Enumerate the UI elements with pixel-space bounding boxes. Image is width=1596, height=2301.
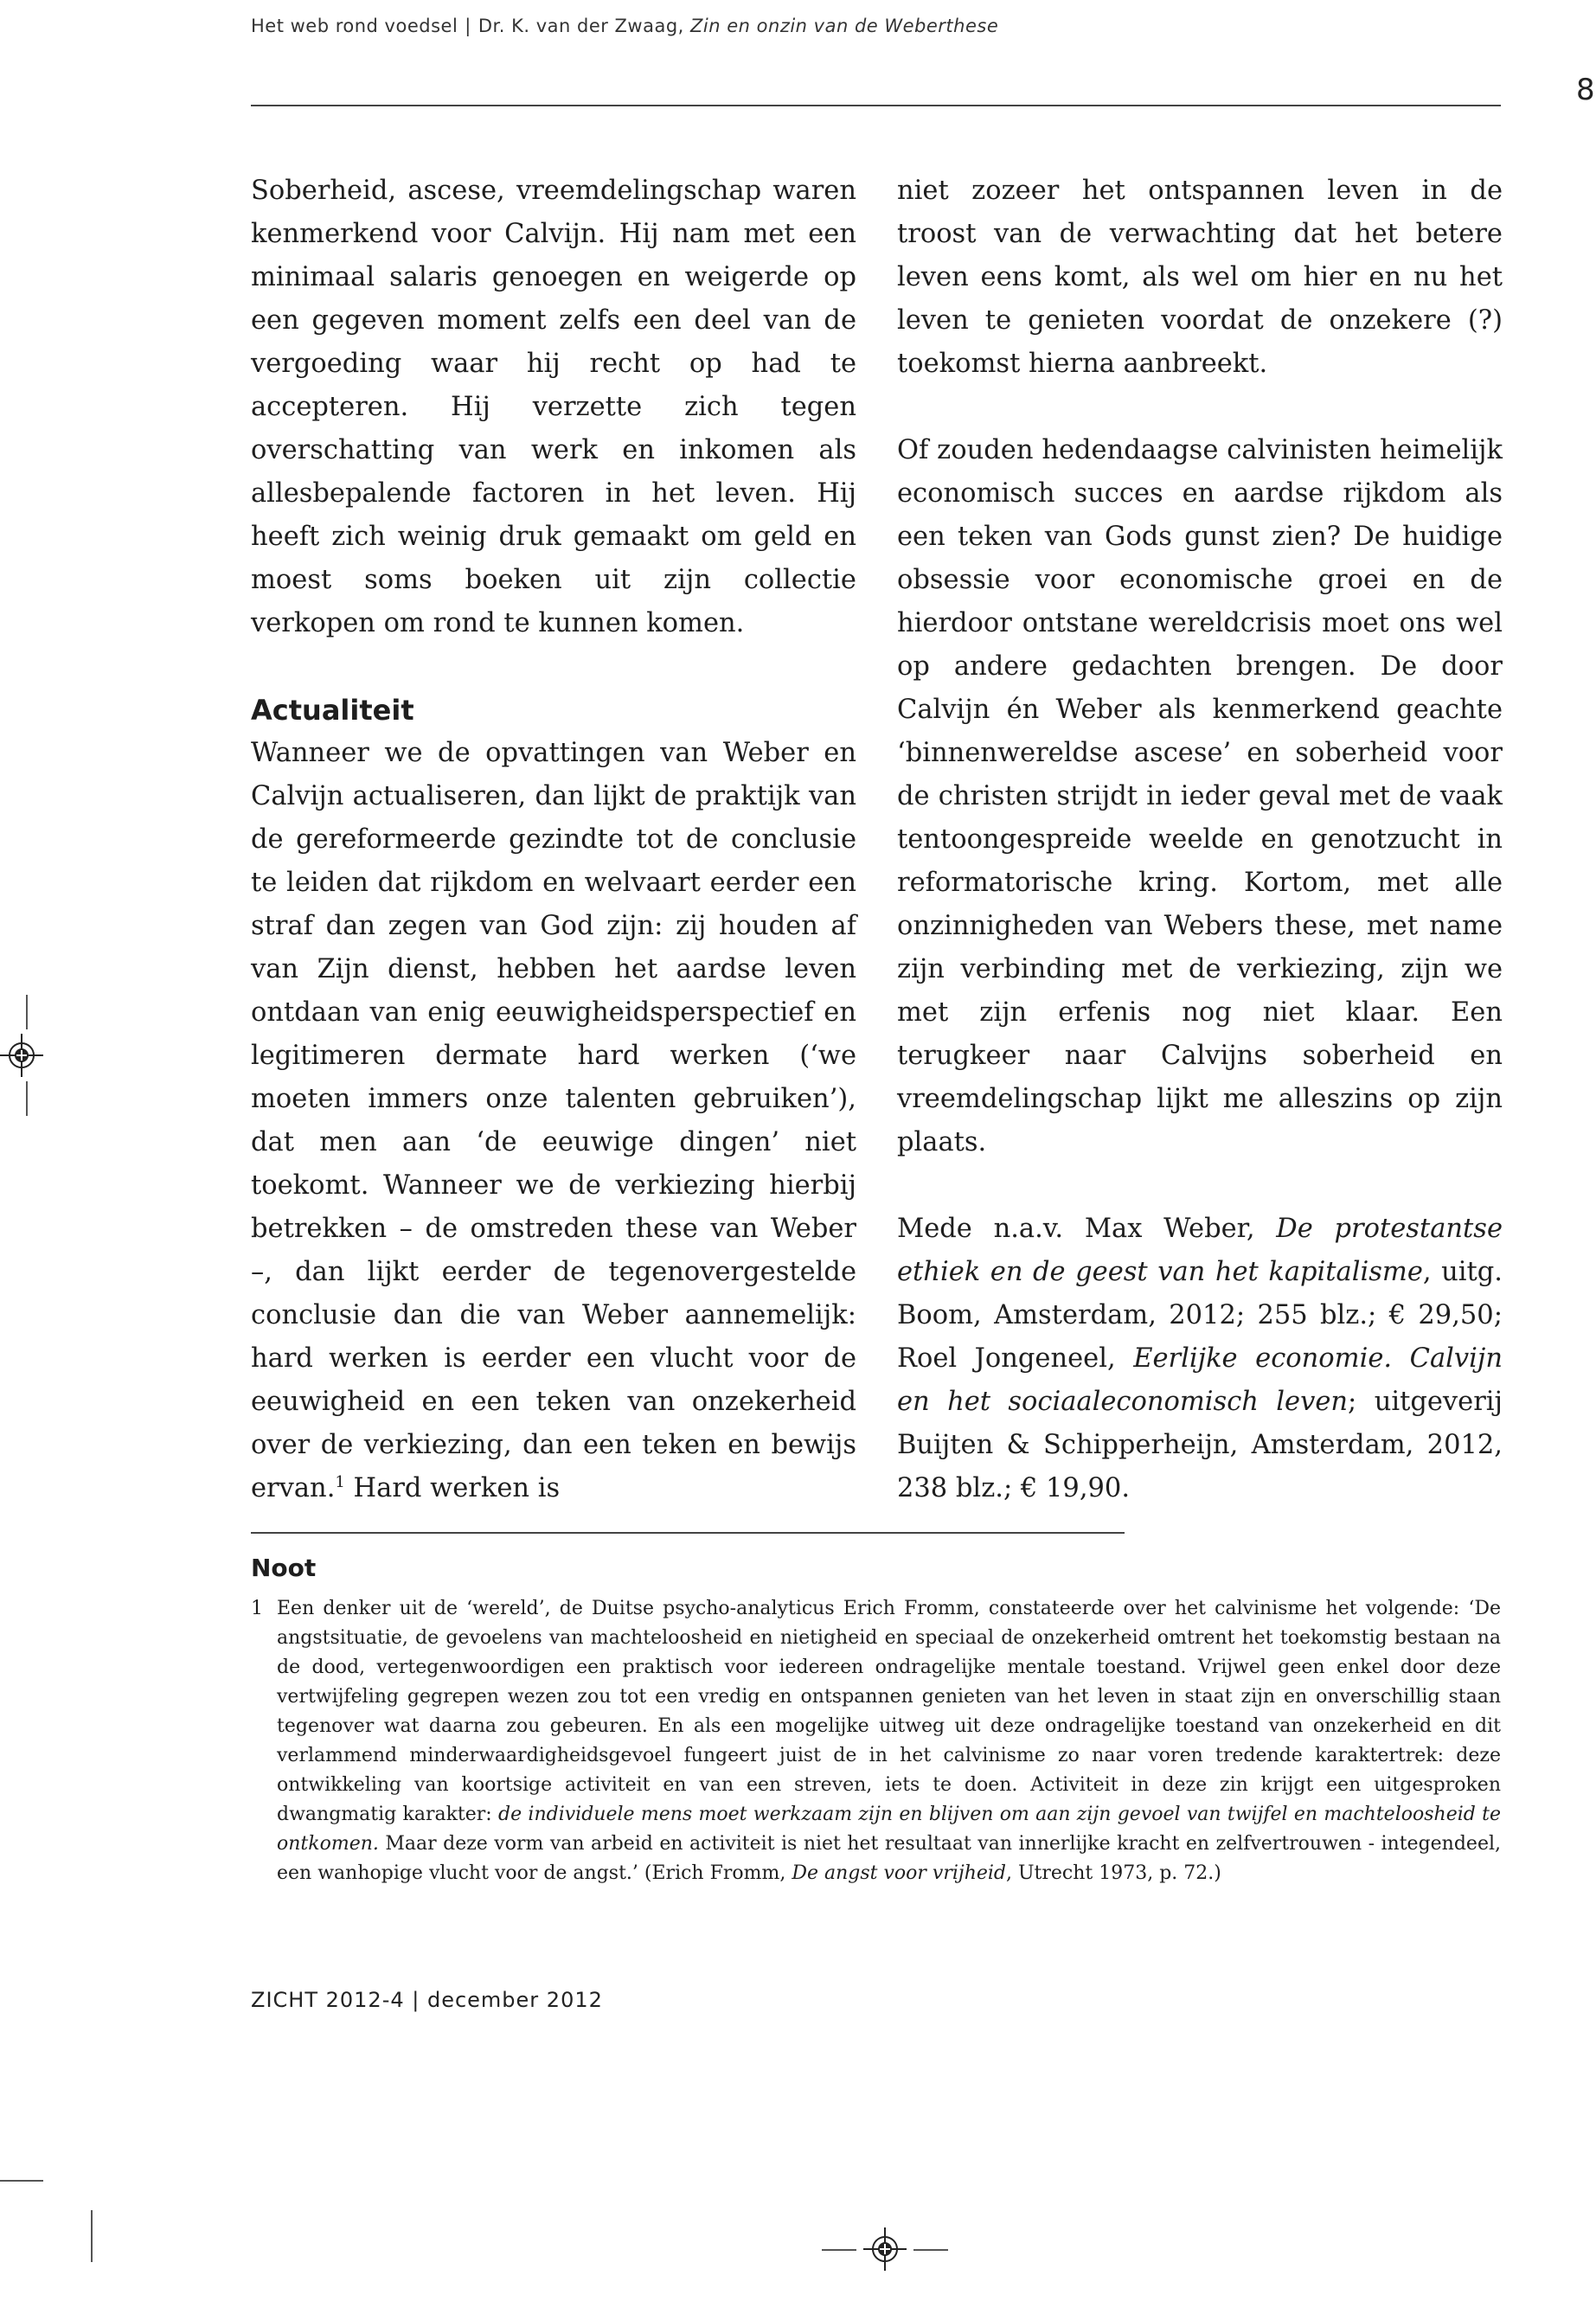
crop-mark bbox=[26, 995, 28, 1029]
footnote-text: Maar deze vorm van arbeid en activiteit is niet het resultaat van innerlijke kracht en zelfvertrouwen - integendeel, een wanhopige vlucht voor de angst.’ (Erich Fromm, bbox=[277, 1833, 1501, 1884]
header-article-title: Zin en onzin van de Weberthese bbox=[690, 16, 999, 36]
crop-mark bbox=[913, 2249, 948, 2251]
reference-text: Mede n.a.v. Max Weber, bbox=[897, 1214, 1277, 1244]
page-number: 8 bbox=[1576, 73, 1595, 107]
paragraph-gap bbox=[251, 645, 856, 689]
header-separator: | bbox=[465, 16, 471, 36]
footnote-text: Een denker uit de ‘wereld’, de Duitse psycho-analyticus Erich Fromm, constateerde over het calvinisme het volgende: ‘De angstsituatie, de gevoelens van machteloosheid en nietigheid en speciaal de onzekerheid omtrent het toekomstig bestaan na de dood, vertegenwoordigen een praktisch voor iedereen ondragelijke mentale toestand. Vrijwel geen enkel door deze vertwijfeling gegrepen wezen zou tot een vredig en ontspannen genieten van het leven in staat zijn en onverschillig staan tegenover wat daarna zou gebeuren. En als een mogelijke uitweg uit deze ondragelijke toestand van onzekerheid en dit verlammend minderwaardigheidsgevoel fungeert juist de in het calvinisme zo naar voren tredende karaktertrek: deze ontwikkeling van koortsige activiteit en van een streven, iets te doen. Activiteit in deze zin krijgt een uitgesproken dwangmatig karakter: bbox=[277, 1598, 1501, 1825]
paragraph-text: Wanneer we de opvattingen van Weber en Calvijn actualiseren, dan lijkt de praktijk van de gereformeerde gezindte tot de conclusie te leiden dat rijkdom en welvaart eerder een straf dan zegen van God zijn: zij houden af van Zijn dienst, hebben het aardse leven ontdaan van enig eeuwigheidsperspectief en legitimeren dermate hard werken (‘we moeten immers onze talenten gebruiken’), dat men aan ‘de eeuwige dingen’ niet toekomt. Wanneer we de verkiezing hierbij betrekken – de omstreden these van Weber –, dan lijkt eerder de tegenovergestelde conclusie dan die van Weber aannemelijk: hard werken is eerder een vlucht voor de eeuwigheid en een teken van onzekerheid over de verkiezing, dan een teken en bewijs ervan. bbox=[251, 738, 856, 1503]
crop-mark bbox=[822, 2249, 856, 2251]
footnote bbox=[251, 1594, 1501, 1888]
paragraph: niet zozeer het ontspannen leven in de troost van de verwachting dat het betere leven eens komt, als wel om hier en nu het leven te genieten voordat de onzekere (?) toekomst hierna aanbreekt. bbox=[897, 176, 1503, 379]
notes-rule bbox=[251, 1532, 1125, 1534]
footnote-quote-italic: de individuele mens moet werkzaam zijn en blijven om aan zijn gevoel van twijfel en machteloosheid te ontkomen. bbox=[277, 1804, 1501, 1855]
right-column bbox=[897, 170, 1503, 1510]
crop-mark bbox=[0, 2180, 43, 2182]
journal-name: Het web rond voedsel bbox=[251, 16, 458, 36]
footnote-number: 1 bbox=[251, 1598, 263, 1619]
paragraph-text-tail: Hard werken is bbox=[353, 1473, 561, 1503]
crop-mark bbox=[26, 1081, 28, 1116]
paragraph bbox=[251, 732, 856, 1510]
footnote-reference[interactable]: 1 bbox=[335, 1472, 345, 1491]
reference-text: ; uitgeverij Buijten & Schipperheijn, Amsterdam, 2012, 238 blz.; € 19,90. bbox=[897, 1387, 1503, 1503]
paragraph: Of zouden hedendaagse calvinisten heimelijk economisch succes en aardse rijkdom als een teken van Gods gunst zien? De huidige obsessie voor economische groei en de hierdoor ontstane wereldcrisis moet ons wel op andere gedachten brengen. De door Calvijn én Weber als kenmerkend geachte ‘binnenwereldse ascese’ en soberheid voor de christen strijdt in ieder geval met de vaak tentoongespreide weelde en genotzucht in reformatorische kring. Kortom, met alle onzinnigheden van Webers these, met name zijn verbinding met de verkiezing, zijn we met zijn erfenis nog niet klaar. Een terugkeer naar Calvijns soberheid en vreemdelingschap lijkt me alleszins op zijn plaats. bbox=[897, 435, 1503, 1157]
reference-text: , uitg. Boom, Amsterdam, 2012; 255 blz.; € 29,50; Roel Jongeneel, bbox=[897, 1257, 1503, 1374]
registration-mark-icon bbox=[863, 2227, 907, 2271]
reference-paragraph bbox=[897, 1208, 1503, 1510]
paragraph-gap bbox=[897, 386, 1503, 429]
header-rule bbox=[251, 105, 1501, 106]
running-header bbox=[251, 16, 1497, 36]
page-footer: ZICHT 2012-4 | december 2012 bbox=[251, 1988, 603, 2012]
header-author: Dr. K. van der Zwaag, bbox=[478, 16, 684, 36]
footnote-body bbox=[277, 1594, 1501, 1888]
paragraph: Soberheid, ascese, vreemdelingschap waren kenmerkend voor Calvijn. Hij nam met een minimaal salaris genoegen en weigerde op een gegeven moment zelfs een deel van de vergoeding waar hij recht op had te accepteren. Hij verzette zich tegen overschatting van werk en inkomen als allesbepalende factoren in het leven. Hij heeft zich weinig druk gemaakt om geld en moest soms boeken uit zijn collectie verkopen om rond te kunnen komen. bbox=[251, 176, 856, 638]
paragraph-gap bbox=[897, 1164, 1503, 1208]
book-title: De protestantse ethiek en de geest van het kapitalisme bbox=[897, 1214, 1503, 1287]
section-heading: Actualiteit bbox=[251, 694, 414, 727]
book-title: Eerlijke economie. Calvijn en het sociaaleconomisch leven bbox=[897, 1343, 1503, 1417]
crop-mark bbox=[91, 2210, 93, 2262]
footnote-text: , Utrecht 1973, p. 72.) bbox=[1006, 1862, 1221, 1884]
registration-mark-icon bbox=[0, 1034, 43, 1077]
left-column bbox=[251, 170, 856, 1510]
notes-title: Noot bbox=[251, 1554, 317, 1582]
footnote-book-title: De angst voor vrijheid bbox=[792, 1862, 1007, 1884]
